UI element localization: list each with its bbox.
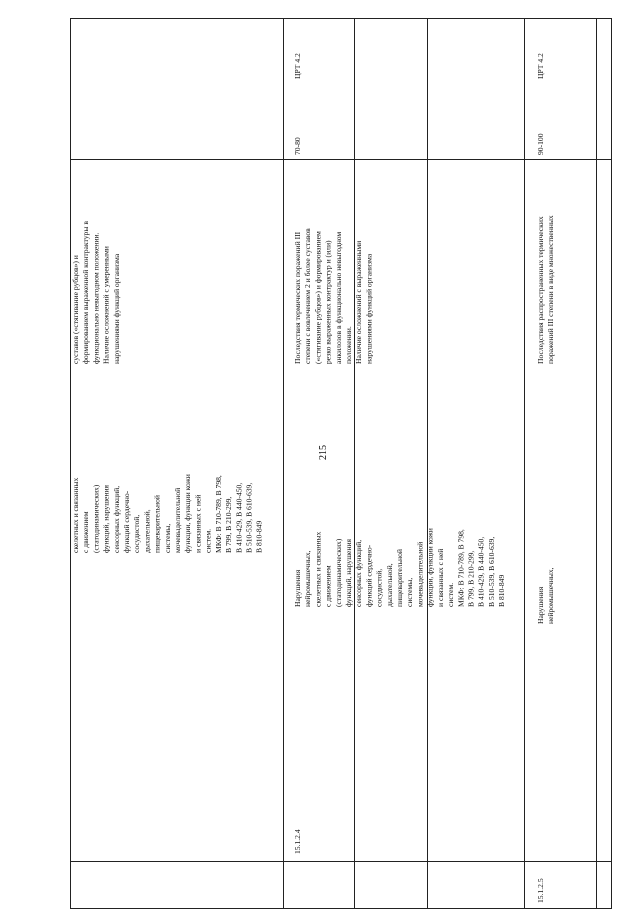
reference-cell: ЦРТ 4.2 [536,53,545,79]
row-divider [71,861,611,862]
description-cell: Последствия распространенных термических поражений III степени в виде множественных [536,215,556,364]
description-cell: суставов («стягивание рубцов») и формированием выраженной контрактуры в функционально невыгодном положении. Наличие осложнений с умеренными нарушениями функций организма [71,221,121,364]
percent-cell: 90-100 [536,133,545,155]
impairment-table [70,18,612,909]
impairment-cell: Нарушения нейромышечных, [536,567,556,624]
impairment-cell: Нарушения нейромышечных, скелетных и связанных с движением (статодинамических) функций, нарушения сенсорных функций, функций сердечно- сосудистой, дыхательной, пищеварительной системы, мочевыделительной функции, функции кожи и связанных с ней систем. МКФ: В 710-789, В 798, В 799, В 210-299, В 410-429, В 440-450, В 510-539, В 610-639, В 810-849 [293,528,507,607]
description-cell: Последствия термических поражений III степени с вовлечением 2 и более суставов («стягивание рубцов») и формированием резко выраженных контрактур и (или) анкилозов в функционально невыгодном положении. Наличие осложнений с выраженными нарушениями функций организма [293,228,374,364]
percent-cell: 70-80 [293,137,302,155]
impairment-cell: скелетных и связанных с движением (статодинамических) функций, нарушения сенсорных функций, функций сердечно- сосудистой, дыхательной, пищеварительной системы, мочевыделительной функции, функции кожи и связанных с ней систем. МКФ: В 710-789, В 798, В 799, В 210-299, В 410-429, В 440-450, В 510-539, В 610-639, В 810-849 [71,474,264,553]
column-divider [283,19,284,908]
code-cell: 15.1.2.5 [536,878,545,903]
column-divider [596,19,597,908]
code-cell: 15.1.2.4 [293,829,302,854]
reference-cell: ЦРТ 4.2 [293,53,302,79]
page-number: 215 [318,445,329,460]
